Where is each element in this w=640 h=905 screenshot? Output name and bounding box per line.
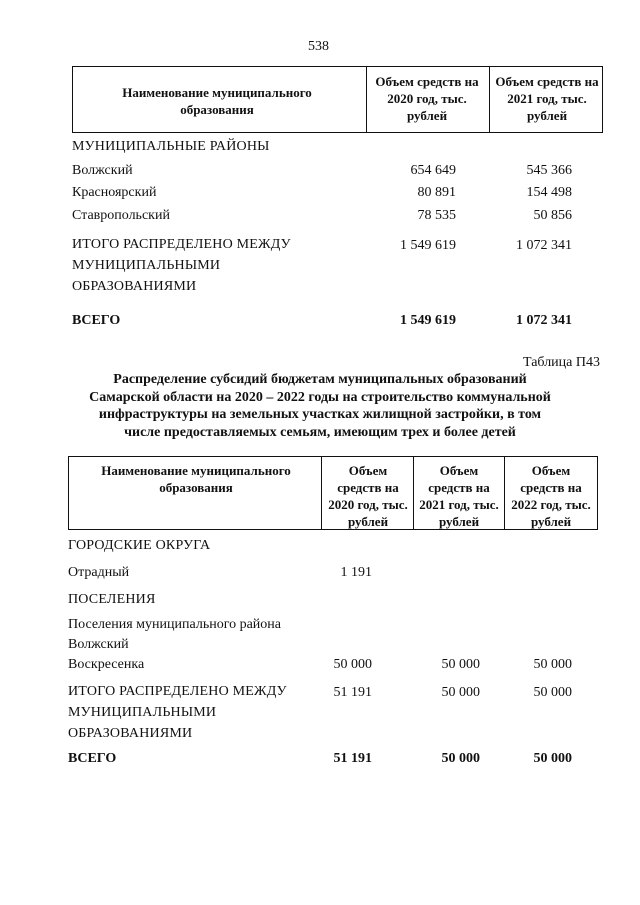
itogo-value-2022: 50 000 [533,685,572,700]
itogo-line: ОБРАЗОВАНИЯМИ [72,279,197,294]
table1-header-2021: Объем средств на 2021 год, тыс. рублей [495,74,599,123]
value-2020: 80 891 [417,185,456,200]
value-2021: 50 000 [441,657,480,672]
table1-header-name: Наименование муниципального образования [122,85,312,117]
table1-section-title: МУНИЦИПАЛЬНЫЕ РАЙОНЫ [72,139,270,154]
table2-header-divider [413,456,414,530]
vsego-label: ВСЕГО [68,751,117,766]
itogo-line: ОБРАЗОВАНИЯМИ [68,726,193,741]
subsection-line: Волжский [68,637,129,652]
vsego-label: ВСЕГО [72,313,121,328]
table1-header-divider [489,66,490,133]
vsego-value-2022: 50 000 [533,751,572,766]
value-2020: 654 649 [410,163,456,178]
title-line: числе предоставляемых семьям, имеющим трех и более детей [124,425,516,440]
table1-header-divider [366,66,367,133]
table-label: Таблица П43 [523,355,600,370]
page-number: 538 [308,39,329,54]
itogo-line: МУНИЦИПАЛЬНЫМИ [72,258,221,273]
value-2020: 1 191 [340,565,372,580]
vsego-value-2021: 1 072 341 [516,313,572,328]
value-2020: 50 000 [333,657,372,672]
row-name: Ставропольский [72,208,170,223]
value-2021: 154 498 [526,185,572,200]
table2-header-divider [321,456,322,530]
section-title: ПОСЕЛЕНИЯ [68,592,156,607]
table2-header-name: Наименование муниципального образования [101,463,291,495]
row-name: Волжский [72,163,133,178]
table2-header-2020: Объем средств на 2020 год, тыс. рублей [328,463,408,529]
section-title: ГОРОДСКИЕ ОКРУГА [68,538,211,553]
table2-header-2022: Объем средств на 2022 год, тыс. рублей [511,463,591,529]
vsego-value-2021: 50 000 [441,751,480,766]
table2-header-divider [504,456,505,530]
itogo-line: ИТОГО РАСПРЕДЕЛЕНО МЕЖДУ [68,684,287,699]
row-name: Отрадный [68,565,130,580]
title-line: Самарской области на 2020 – 2022 годы на строительство коммунальной [89,390,551,405]
itogo-line: ИТОГО РАСПРЕДЕЛЕНО МЕЖДУ [72,237,291,252]
value-2021: 545 366 [526,163,572,178]
row-name: Красноярский [72,185,157,200]
title-line: Распределение субсидий бюджетам муниципальных образований [113,372,527,387]
title-line: инфраструктуры на земельных участках жилищной застройки, в том [98,407,542,422]
value-2021: 50 856 [533,208,572,223]
table1-header-2020: Объем средств на 2020 год, тыс. рублей [375,74,479,123]
row-name: Воскресенка [68,657,145,672]
itogo-value-2020: 1 549 619 [400,238,456,253]
itogo-value-2021: 1 072 341 [516,238,572,253]
vsego-value-2020: 1 549 619 [400,313,456,328]
itogo-value-2020: 51 191 [333,685,372,700]
subsection-line: Поселения муниципального района [68,617,282,632]
itogo-line: МУНИЦИПАЛЬНЫМИ [68,705,217,720]
table2-header-2021: Объем средств на 2021 год, тыс. рублей [419,463,499,529]
value-2022: 50 000 [533,657,572,672]
vsego-value-2020: 51 191 [333,751,372,766]
itogo-value-2021: 50 000 [441,685,480,700]
value-2020: 78 535 [417,208,456,223]
